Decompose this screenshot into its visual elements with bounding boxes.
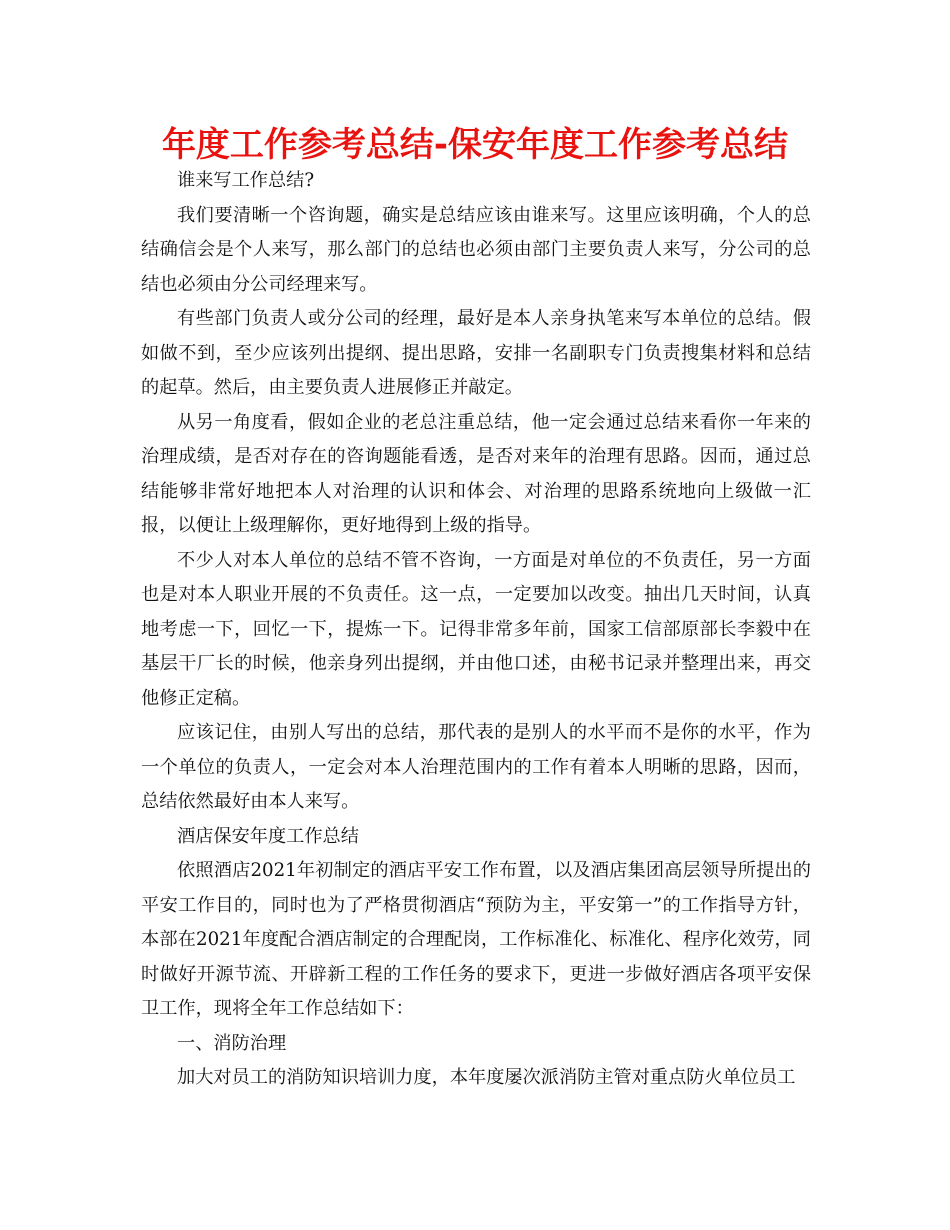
paragraph: 应该记住，由别人写出的总结，那代表的是别人的水平而不是你的水平，作为一个单位的负责人，一定会对本人治理范围内的工作有着本人明晰的思路，因而，总结依然最好由本人来写。 — [141, 722, 811, 812]
paragraph: 我们要清晰一个咨询题，确实是总结应该由谁来写。这里应该明确，个人的总结确信会是个人来写，那么部门的总结也必须由部门主要负责人来写，分公司的总结也必须由分公司经理来写。 — [141, 204, 811, 295]
document-body — [141, 164, 811, 1096]
paragraph: 有些部门负责人或分公司的经理，最好是本人亲身执笔来写本单位的总结。假如做不到，至少应该列出提纲、提出思路，安排一名副职专门负责搜集材料和总结的起草。然后，由主要负责人进展修正并敲定。 — [141, 308, 811, 398]
paragraph: 不少人对本人单位的总结不管不咨询，一方面是对单位的不负责任，另一方面也是对本人职业开展的不负责任。这一点，一定要加以改变。抽出几天时间，认真地考虑一下，回忆一下，提炼一下。记得非常多年前，国家工信部原部长李毅中在基层干厂长的时候，他亲身列出提纲，并由他口述，由秘书记录并整理出来，再交他修正定稿。 — [141, 549, 811, 709]
paragraph: 依照酒店2021年初制定的酒店平安工作布置，以及酒店集团高层领导所提出的平安工作目的，同时也为了严格贯彻酒店“预防为主，平安第一”的工作指导方针，本部在2021年度配合酒店制定的合理配岗，工作标准化、标准化、程序化效劳，同时做好开源节流、开辟新工程的工作任务的要求下，更进一步做好酒店各项平安保卫工作，现将全年工作总结如下： — [141, 860, 811, 1019]
document-title: 年度工作参考总结-保安年度工作参考总结 — [161, 125, 789, 165]
paragraph: 加大对员工的消防知识培训力度，本年度屡次派消防主管对重点防火单位员工 — [177, 1067, 796, 1088]
paragraph: 谁来写工作总结? — [177, 170, 315, 191]
paragraph: 从另一角度看，假如企业的老总注重总结，他一定会通过总结来看你一年来的治理成绩，是否对存在的咨询题能看透，是否对来年的治理有思路。因而，通过总结能够非常好地把本人对治理的认识和体会、对治理的思路系统地向上级做一汇报，以便让上级理解你，更好地得到上级的指导。 — [141, 411, 811, 536]
section-heading: 酒店保安年度工作总结 — [177, 825, 359, 847]
section-heading: 一、消防治理 — [177, 1032, 287, 1054]
